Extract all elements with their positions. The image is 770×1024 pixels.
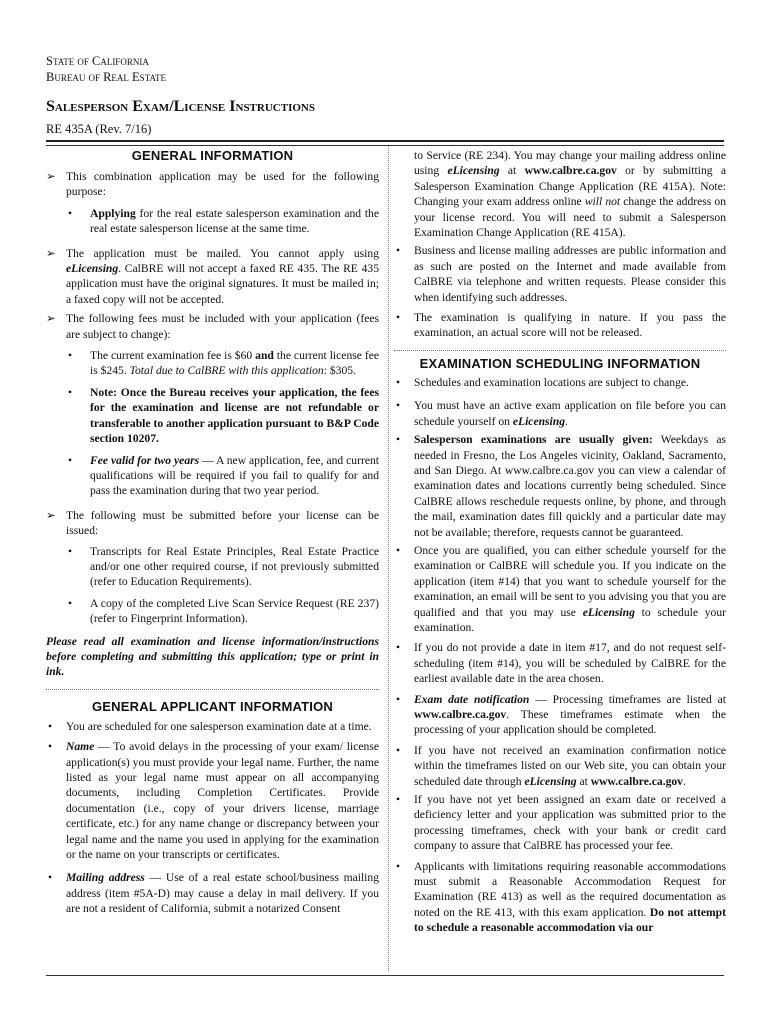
arrow-icon: ➢ bbox=[46, 508, 56, 522]
list-item: • Schedules and examination locations are subject to change. bbox=[396, 375, 689, 389]
list-item: ➢ The following must be submitted before your license can be issued: bbox=[46, 508, 379, 538]
bullet-icon: • bbox=[396, 311, 401, 325]
exam-scheduling-heading: EXAMINATION SCHEDULING INFORMATION bbox=[419, 355, 701, 371]
list-item: • Name — To avoid delays in the processing of your exam/ license application(s) you must provide your legal name. Further, the name listed as your legal name must appear on all accompanying documents, including Completion Certificates. Provide documentation (i.e., copy of your drivers license, marriage certificate, etc.) for any name change or discrepancy between your legal name and the name you used in applying for the examination or the name on your transcripts or certificates. bbox=[48, 740, 379, 862]
bullet-icon: • bbox=[396, 375, 401, 389]
list-item: • Mailing address — Use of a real estate school/business mailing address (item #5A-D) may cause a delay in mail delivery. If you are not a resident of California, submit a notarized Consent bbox=[48, 871, 379, 916]
list-item: • Applying for the real estate salesperson examination and the real estate salesperson license at the same time. bbox=[68, 206, 379, 236]
bullet-icon: • bbox=[396, 859, 401, 873]
list-item: • Note: Once the Bureau receives your application, the fees for the examination and license are not refundable or transferable to another application pursuant to B&P Code section 10207. bbox=[68, 385, 379, 446]
bullet-icon: • bbox=[68, 385, 73, 399]
column-divider bbox=[388, 146, 389, 971]
list-item: • If you have not yet been assigned an exam date or received a deficiency letter and your application was submitted prior to the processing timeframes, check with your bank or credit card company to assure that CalBRE has processed your fee. bbox=[396, 793, 726, 853]
read-instructions-note: Please read all examination and license information/instructions before completing and submitting this application; type or print in ink. bbox=[46, 634, 379, 679]
bullet-icon: • bbox=[68, 544, 73, 558]
list-item: • Exam date notification — Processing timeframes are listed at www.calbre.ca.gov. These timeframes estimate when the processing of your application should be completed. bbox=[396, 692, 726, 737]
list-item: • Transcripts for Real Estate Principles, Real Estate Practice and/or one other required course, if not previously submitted (refer to Education Requirements). bbox=[68, 544, 379, 589]
bullet-icon: • bbox=[68, 453, 73, 467]
list-item: ➢ The following fees must be included with your application (fees are subject to change): bbox=[46, 312, 379, 341]
list-item: • The current examination fee is $60 and the current license fee is $245. Total due to CalBRE with this application: $305. bbox=[68, 349, 379, 378]
bullet-icon: • bbox=[396, 399, 401, 413]
list-item: • Salesperson examinations are usually given: Weekdays as needed in Fresno, the Los Angeles vicinity, Oakland, Sacramento, and San Diego. At www.calbre.ca.gov you can view a calendar of examination dates and locations currently being scheduled. Since CalBRE allows reschedule requests online, by phone, and through the mail, examination dates fill quickly and a particular date may not be available; therefore, requests cannot be guaranteed. bbox=[396, 433, 726, 539]
bureau-heading: Bureau of Real Estate bbox=[46, 70, 166, 84]
list-item: • Once you are qualified, you can either schedule yourself for the examination or CalBRE will schedule you. If you indicate on the application (item #14) that you want to schedule yourself for the examination, an email will be sent to you advising you that you are qualified and that you may use eLicensing to schedule your examination. bbox=[396, 543, 727, 634]
bullet-icon: • bbox=[68, 206, 73, 220]
list-item: • Business and license mailing addresses are public information and as such are posted on the Internet and made available from CalBRE via telephone and written requests. Please consider this when identifying such addresses. bbox=[396, 244, 726, 304]
list-item: ➢ This combination application may be used for the following purpose: bbox=[46, 170, 379, 199]
list-item: • Applicants with limitations requiring reasonable accommodations must submit a Reasonable Accommodation Request for Examination (RE 413) as well as the required documentation as noted on the RE 413, with this exam application. Do not attempt to schedule a reasonable accommodation via our bbox=[396, 859, 726, 935]
header-rule-thin bbox=[46, 145, 724, 146]
bullet-icon: • bbox=[68, 349, 73, 363]
header-rule bbox=[46, 140, 724, 142]
list-item: ➢ The application must be mailed. You cannot apply using eLicensing. CalBRE will not accept a faxed RE 435. The RE 435 application must have the original signatures. It must be mailed in; a faxed copy will not be accepted. bbox=[46, 246, 379, 306]
bullet-icon: • bbox=[48, 719, 53, 733]
list-item: • If you have not received an examination confirmation notice within the timeframes listed on our Web site, you can obtain your scheduled date through eLicensing at www.calbre.ca.gov. bbox=[396, 743, 726, 788]
bullet-icon: • bbox=[396, 244, 401, 258]
list-item: • You are scheduled for one salesperson examination date at a time. bbox=[48, 719, 372, 733]
bullet-icon: • bbox=[396, 433, 401, 447]
document-title: Salesperson Exam/License Instructions bbox=[46, 98, 315, 115]
state-heading: State of California bbox=[46, 54, 149, 68]
bullet-icon: • bbox=[396, 641, 401, 655]
bullet-icon: • bbox=[68, 596, 73, 610]
applicant-information-heading: GENERAL APPLICANT INFORMATION bbox=[92, 698, 333, 714]
footer-rule bbox=[46, 975, 724, 976]
arrow-icon: ➢ bbox=[46, 312, 56, 326]
section-separator bbox=[46, 689, 379, 690]
arrow-icon: ➢ bbox=[46, 246, 56, 260]
bullet-icon: • bbox=[48, 740, 53, 754]
right-column bbox=[394, 148, 726, 936]
list-item: to Service (RE 234). You may change your mailing address online using eLicensing at www.calbre.ca.gov or by submitting a Salesperson Examination Change Application (RE 415A). Note: Changing your exam address online will not change the address on your license record. You will need to submit a Salesperson Examination Change Application (RE 415A). bbox=[414, 149, 727, 240]
list-item: • Fee valid for two years — A new application, fee, and current qualifications will be required if you fail to qualify for and pass the examination during that two year period. bbox=[68, 453, 379, 498]
list-item: • If you do not provide a date in item #17, and do not request self-scheduling (item #14), you will be scheduled by CalBRE for the earliest available date in the area chosen. bbox=[396, 641, 726, 686]
section-separator bbox=[394, 350, 726, 351]
bullet-icon: • bbox=[396, 743, 401, 757]
bullet-icon: • bbox=[396, 692, 401, 706]
form-number: RE 435A (Rev. 7/16) bbox=[46, 122, 152, 136]
list-item: • The examination is qualifying in nature. If you pass the examination, an actual score will not be released. bbox=[396, 311, 726, 340]
arrow-icon: ➢ bbox=[46, 170, 56, 183]
left-column bbox=[46, 148, 379, 917]
bullet-icon: • bbox=[48, 871, 53, 885]
general-information-heading: GENERAL INFORMATION bbox=[131, 148, 294, 163]
list-item: • You must have an active exam application on file before you can schedule yourself on eLicensing. bbox=[396, 399, 726, 428]
list-item: • A copy of the completed Live Scan Service Request (RE 237) (refer to Fingerprint Information). bbox=[68, 596, 379, 626]
bullet-icon: • bbox=[396, 543, 401, 557]
bullet-icon: • bbox=[396, 793, 401, 807]
